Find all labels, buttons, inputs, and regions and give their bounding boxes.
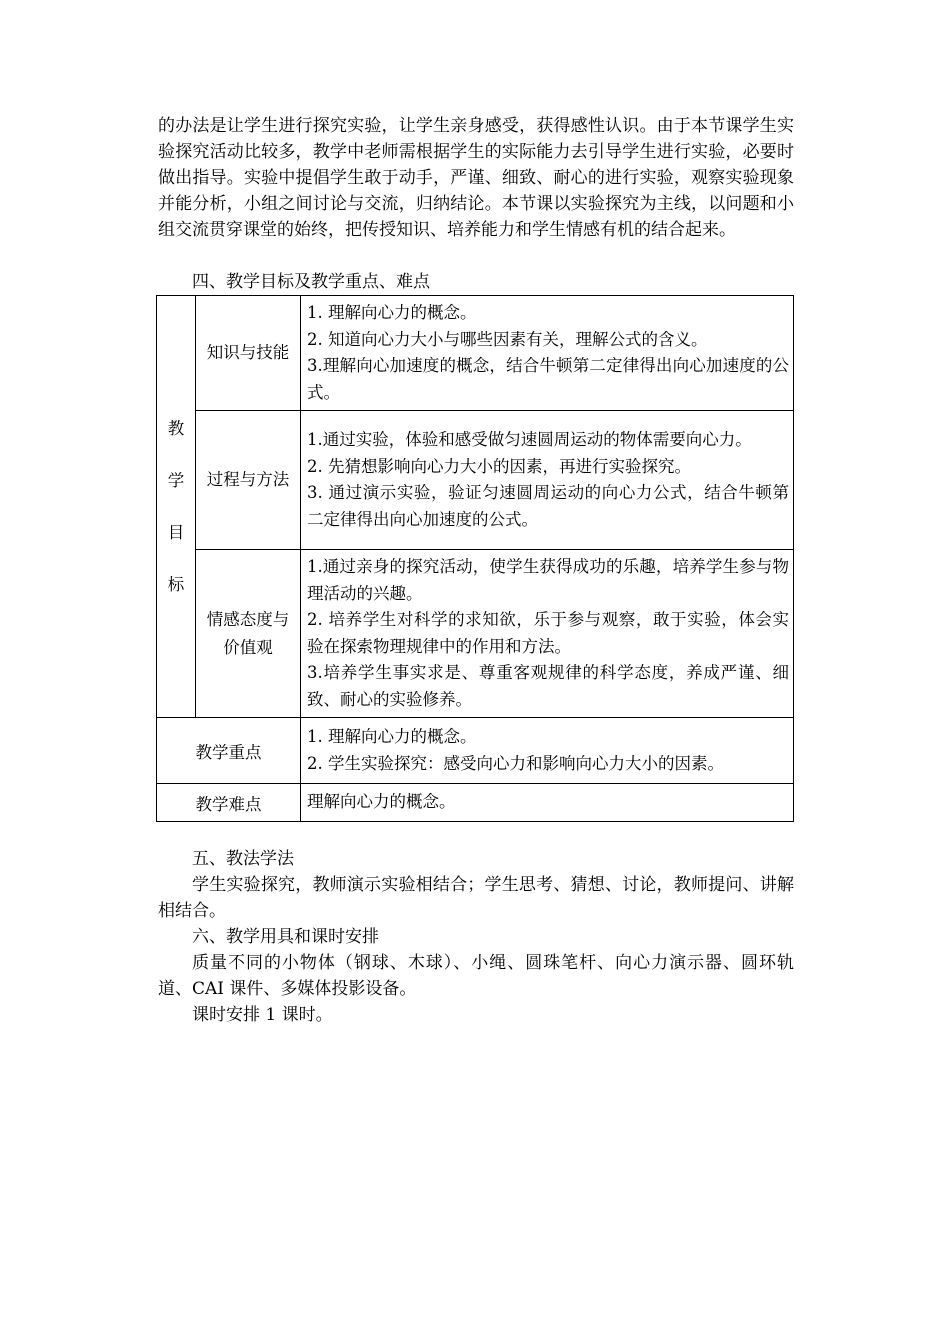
emotion-label-line: 价值观 bbox=[223, 637, 273, 657]
section4-heading: 四、教学目标及教学重点、难点 bbox=[192, 272, 430, 292]
knowledge-label: 知识与技能 bbox=[196, 296, 301, 411]
section6-paragraph bbox=[158, 950, 794, 1028]
knowledge-item: 3.理解向心加速度的概念，结合牛顿第二定律得出向心加速度的公式。 bbox=[307, 356, 789, 402]
process-content bbox=[301, 411, 794, 550]
section6-text: 质量不同的小物体（钢球、木球）、小绳、圆珠笔杆、向心力演示器、圆环轨道、CAI 课件、多媒体投影设备。 bbox=[158, 953, 794, 999]
table-row bbox=[157, 784, 794, 822]
table-row bbox=[157, 296, 794, 411]
process-item: 3. 通过演示实验，验证匀速圆周运动的向心力公式，结合牛顿第二定律得出向心加速度的公式。 bbox=[307, 483, 789, 529]
process-item: 1.通过实验，体验和感受做匀速圆周运动的物体需要向心力。 bbox=[307, 430, 752, 449]
key-points-content bbox=[301, 718, 794, 784]
section5-heading: 五、教法学法 bbox=[192, 849, 294, 869]
knowledge-item: 2. 知道向心力大小与哪些因素有关，理解公式的含义。 bbox=[307, 329, 708, 349]
process-label: 过程与方法 bbox=[196, 411, 301, 550]
key-point-item: 2. 学生实验探究：感受向心力和影响向心力大小的因素。 bbox=[307, 753, 724, 773]
goal-label-cell bbox=[157, 296, 196, 718]
emotion-label-line: 情感态度与 bbox=[206, 609, 290, 629]
table-row bbox=[157, 718, 794, 784]
section6-schedule: 课时安排 1 课时。 bbox=[192, 1005, 333, 1025]
goal-label-char: 标 bbox=[167, 574, 185, 594]
difficulty-content: 理解向心力的概念。 bbox=[301, 784, 794, 822]
intro-paragraph bbox=[158, 113, 794, 243]
section5-paragraph bbox=[158, 872, 794, 924]
goal-label-char: 教 bbox=[167, 418, 185, 438]
goal-label-char: 目 bbox=[167, 522, 185, 542]
intro-text: 的办法是让学生进行探究实验，让学生亲身感受，获得感性认识。由于本节课学生实验探究活动比较多，教学中老师需根据学生的实际能力去引导学生进行实验，必要时做出指导。实验中提倡学生敢于动手，严谨、细致、耐心的进行实验，观察实验现象并能分析，小组之间讨论与交流，归纳结论。本节课以实验探究为主线，以问题和小组交流贯穿课堂的始终，把传授知识、培养能力和学生情感有机的结合起来。 bbox=[158, 116, 794, 240]
section6-heading: 六、教学用具和课时安排 bbox=[192, 927, 379, 947]
emotion-item: 3.培养学生事实求是、尊重客观规律的科学态度，养成严谨、细致、耐心的实验修养。 bbox=[307, 663, 789, 709]
knowledge-item: 1. 理解向心力的概念。 bbox=[307, 303, 477, 322]
goal-label-char: 学 bbox=[167, 470, 185, 490]
emotion-item: 1.通过亲身的探究活动，使学生获得成功的乐趣，培养学生参与物理活动的兴趣。 bbox=[307, 557, 789, 603]
knowledge-content bbox=[301, 296, 794, 411]
difficulty-label: 教学难点 bbox=[157, 784, 301, 822]
teaching-goals-table bbox=[156, 295, 794, 822]
emotion-content bbox=[301, 550, 794, 718]
table-row bbox=[157, 411, 794, 550]
section5-text: 学生实验探究，教师演示实验相结合；学生思考、猜想、讨论，教师提问、讲解相结合。 bbox=[158, 875, 794, 921]
process-item: 2. 先猜想影响向心力大小的因素，再进行实验探究。 bbox=[307, 456, 691, 476]
emotion-item: 2. 培养学生对科学的求知欲，乐于参与观察，敢于实验，体会实验在探索物理规律中的作用和方法。 bbox=[307, 610, 789, 656]
table-row bbox=[157, 550, 794, 718]
key-point-item: 1. 理解向心力的概念。 bbox=[307, 727, 477, 746]
emotion-label bbox=[196, 550, 301, 718]
key-points-label: 教学重点 bbox=[157, 718, 301, 784]
